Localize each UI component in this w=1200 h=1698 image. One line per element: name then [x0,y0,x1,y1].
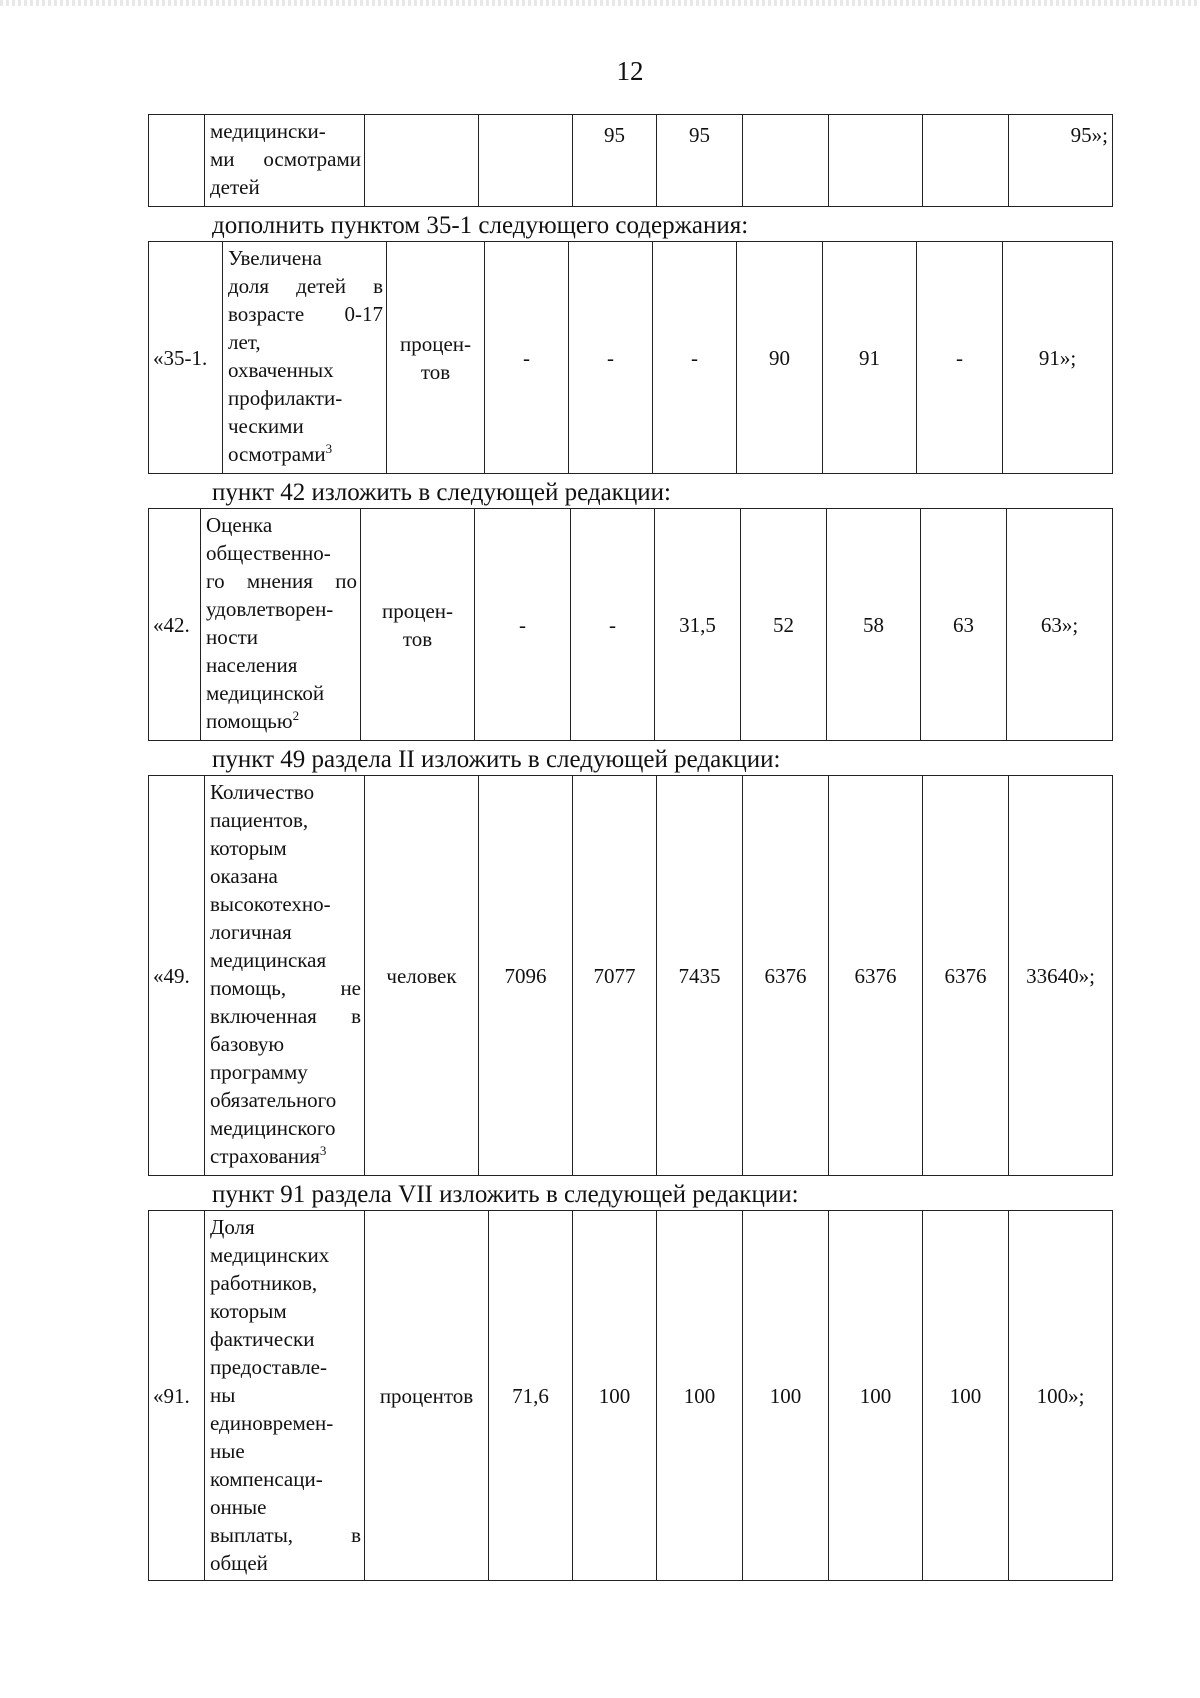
value-cell: - [569,242,653,474]
value-cell: 95»; [1009,115,1113,207]
unit-line: человек [386,963,457,988]
indicator-name-cell [201,509,361,741]
indicator-name-cell [205,1211,365,1581]
desc-line: помощь, не [210,976,361,1000]
indicator-name-cell [205,776,365,1176]
value-cell: 100 [743,1211,829,1581]
row-number-cell: «35-1. [149,242,223,474]
desc-line: компенсаци- [210,1467,323,1491]
value-cell: - [917,242,1003,474]
value-cell: 7096 [479,776,573,1176]
page-number: 12 [616,56,644,86]
desc-line: программу [210,1060,308,1084]
amendment-instruction: пункт 91 раздела VII изложить в следующей редакции: [212,1181,799,1208]
desc-line: го мнения по [206,569,357,593]
table-row [149,115,1113,207]
amendment-instruction: пункт 42 изложить в следующей редакции: [212,479,671,506]
value-cell [479,115,573,207]
table-row [149,776,1113,1176]
desc-line [210,1142,361,1170]
desc-line: доля детей в [228,274,383,298]
row-number-cell: «42. [149,509,201,741]
desc-line: которым [210,1299,287,1323]
value-cell: 100»; [1009,1211,1113,1581]
desc-line: удовлетворен- [206,597,334,621]
value-cell: - [571,509,655,741]
table-row [149,242,1113,474]
value-cell: 6376 [743,776,829,1176]
value-cell: 31,5 [655,509,741,741]
desc-line: выплаты, в [210,1523,361,1547]
desc-line: ности [206,625,258,649]
indicator-name-cell [205,115,365,207]
value-cell: 7435 [657,776,743,1176]
unit-line: тов [420,359,451,384]
document-content [148,114,1112,1581]
desc-line: Доля [210,1215,255,1239]
unit-cell [365,115,479,207]
value-cell: 6376 [923,776,1009,1176]
value-cell [743,115,829,207]
desc-line: медицинская [210,948,327,972]
desc-line: возрасте 0-17 [228,302,383,326]
value-cell: 100 [657,1211,743,1581]
unit-line: процентов [379,1383,474,1408]
value-cell: - [475,509,571,741]
desc-line: ческими [228,414,304,438]
unit-line: тов [402,626,433,651]
value-cell: 100 [573,1211,657,1581]
value-cell: 91 [823,242,917,474]
desc-line: профилакти- [228,386,343,410]
desc-line: общей [210,1551,268,1575]
table-item-42 [148,508,1113,741]
row-number-cell [149,115,205,207]
value-cell: 71,6 [489,1211,573,1581]
value-cell: 6376 [829,776,923,1176]
footnote-marker: 3 [319,1143,327,1158]
desc-text: помощью [206,709,293,733]
value-cell [923,115,1009,207]
desc-line: Количество [210,780,315,804]
desc-line: которым [210,836,287,860]
desc-line: онные [210,1495,267,1519]
value-cell: 7077 [573,776,657,1176]
desc-line: детей [210,175,260,199]
desc-line: ные [210,1439,245,1463]
value-cell [829,115,923,207]
unit-cell [365,1211,489,1581]
desc-text: страхования [210,1144,320,1168]
footnote-marker: 2 [292,708,300,723]
row-number-cell: «91. [149,1211,205,1581]
table-row [149,1211,1113,1581]
unit-cell [387,242,485,474]
desc-line [228,440,383,468]
table-row [149,509,1113,741]
desc-line: населения [206,653,298,677]
table-item-35-1 [148,241,1113,474]
value-cell: 95 [657,115,743,207]
desc-line: медицинской [206,681,325,705]
value-cell: 63 [921,509,1007,741]
unit-cell [365,776,479,1176]
desc-line: высокотехно- [210,892,331,916]
value-cell: 100 [829,1211,923,1581]
desc-line: медицинского [210,1116,336,1140]
table-item-91 [148,1210,1113,1581]
unit-line: процен- [381,598,454,623]
indicator-name-cell [223,242,387,474]
value-cell: 63»; [1007,509,1113,741]
desc-line: ми осмотрами [210,147,361,171]
amendment-instruction: пункт 49 раздела II изложить в следующей редакции: [212,746,781,773]
table-continuation [148,114,1113,207]
value-cell: 33640»; [1009,776,1113,1176]
desc-line: предоставле- [210,1355,327,1379]
desc-line: общественно- [206,541,331,565]
scan-edge-noise [0,0,1200,6]
value-cell: 52 [741,509,827,741]
value-cell: 90 [737,242,823,474]
desc-line: Оценка [206,513,273,537]
desc-line: лет, [228,330,261,354]
desc-line: оказана [210,864,278,888]
desc-line: обязательного [210,1088,337,1112]
value-cell: 95 [573,115,657,207]
value-cell: - [653,242,737,474]
desc-line: включенная в [210,1004,361,1028]
desc-text: осмотрами [228,442,326,466]
desc-line: логичная [210,920,292,944]
value-cell: 91»; [1003,242,1113,474]
unit-cell [361,509,475,741]
unit-line: процен- [399,331,472,356]
desc-line: фактически [210,1327,315,1351]
value-cell: 58 [827,509,921,741]
desc-line: единовремен- [210,1411,334,1435]
desc-line: базовую [210,1032,285,1056]
desc-line: охваченных [228,358,334,382]
desc-line: медицински- [210,119,326,143]
row-number-cell: «49. [149,776,205,1176]
desc-line: работников, [210,1271,318,1295]
footnote-marker: 3 [325,441,333,456]
desc-line: Увеличена [228,246,322,270]
desc-line: пациентов, [210,808,309,832]
amendment-instruction: дополнить пунктом 35-1 следующего содержания: [212,212,749,239]
table-item-49 [148,775,1113,1176]
desc-line: ны [210,1383,236,1407]
desc-line: медицинских [210,1243,330,1267]
desc-line [206,707,357,735]
value-cell: - [485,242,569,474]
value-cell: 100 [923,1211,1009,1581]
